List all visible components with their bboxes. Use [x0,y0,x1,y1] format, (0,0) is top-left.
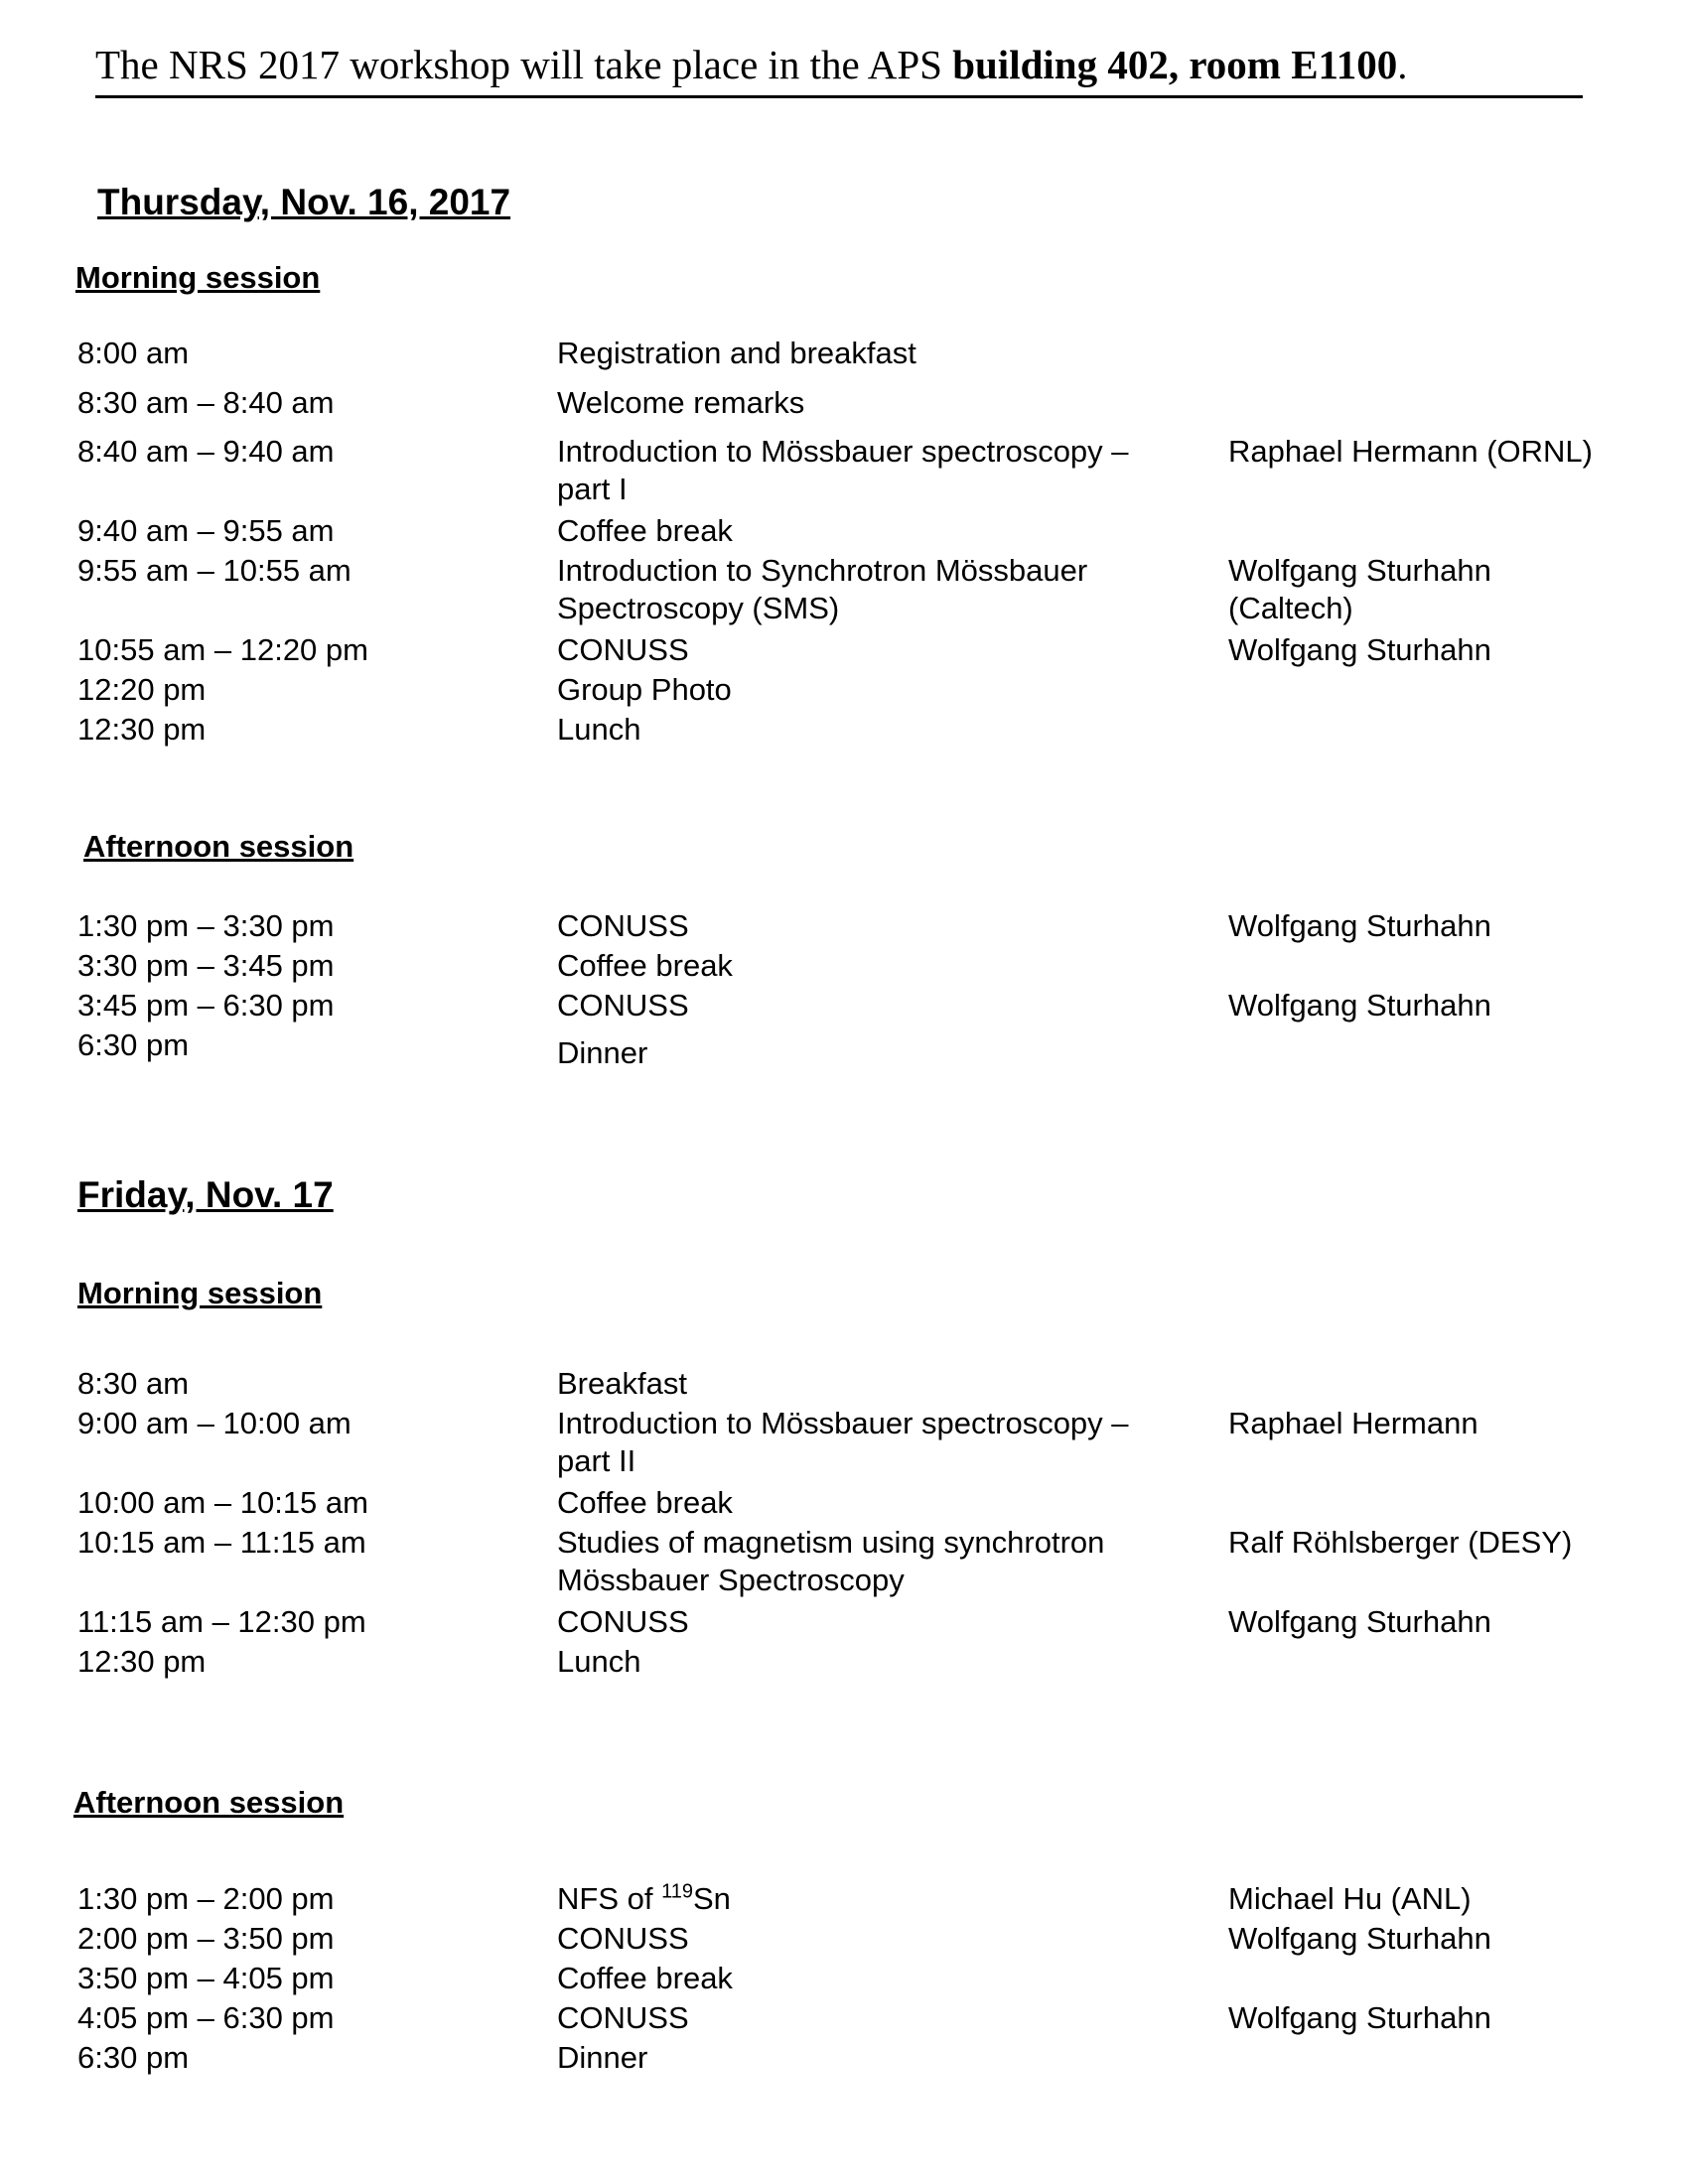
row-topic: Coffee break [557,1485,733,1520]
row-topic: NFS of $^{119}$Sn [557,1880,731,1916]
row-time: 4:05 pm – 6:30 pm [77,2000,335,2035]
row-topic: Introduction to Mössbauer spectroscopy – part I [557,434,1129,506]
row-topic: Dinner [557,2040,648,2075]
row-speaker: Wolfgang Sturhahn (Caltech) [1228,553,1491,625]
row-time: 10:55 am – 12:20 pm [77,632,368,667]
venue-location: building 402, room E1100 [952,42,1398,87]
row-topic: Lunch [557,712,641,747]
row-topic: Welcome remarks [557,385,805,420]
row-time: 12:20 pm [77,672,207,707]
row-topic: Coffee break [557,948,733,983]
row-topic: Introduction to Synchrotron Mössbauer Spectroscopy (SMS) [557,553,1088,625]
row-topic: CONUSS [557,1604,689,1639]
row-time: 3:30 pm – 3:45 pm [77,948,335,983]
row-speaker: Raphael Hermann (ORNL) [1228,434,1593,469]
row-time: 3:50 pm – 4:05 pm [77,1961,335,1995]
row-speaker: Wolfgang Sturhahn [1228,632,1491,667]
day-title-thursday: Thursday, Nov. 16, 2017 [97,182,511,222]
row-time: 10:00 am – 10:15 am [77,1485,368,1520]
session-title-thursday-afternoon: Afternoon session [83,829,354,864]
row-speaker: Raphael Hermann [1228,1406,1478,1440]
row-time: 6:30 pm [77,2040,190,2075]
row-topic: Registration and breakfast [557,336,916,370]
row-topic: Introduction to Mössbauer spectroscopy – part II [557,1406,1129,1478]
row-topic: Coffee break [557,513,733,548]
row-time: 8:00 am [77,336,190,370]
row-time: 3:45 pm – 6:30 pm [77,988,335,1023]
row-time: 9:00 am – 10:00 am [77,1406,352,1440]
day-title-friday: Friday, Nov. 17 [77,1174,334,1215]
row-speaker: Ralf Röhlsberger (DESY) [1228,1525,1573,1560]
row-topic: Coffee break [557,1961,733,1995]
row-time: 1:30 pm – 2:00 pm [77,1881,335,1916]
row-time: 6:30 pm [77,1027,190,1062]
row-topic: Lunch [557,1644,641,1679]
row-time: 2:00 pm – 3:50 pm [77,1921,335,1956]
row-topic: CONUSS [557,2000,689,2035]
row-topic: Studies of magnetism using synchrotron Mössbauer Spectroscopy [557,1525,1105,1597]
row-topic: Breakfast [557,1366,687,1401]
row-topic: Group Photo [557,672,732,707]
row-time: 8:40 am – 9:40 am [77,434,335,469]
row-speaker: Wolfgang Sturhahn [1228,2000,1491,2035]
row-speaker: Wolfgang Sturhahn [1228,1921,1491,1956]
row-topic: Dinner [557,1035,648,1070]
row-time: 9:55 am – 10:55 am [77,553,352,588]
row-time: 12:30 pm [77,1644,207,1679]
venue-header-prefix: The NRS 2017 workshop will take place in the APS [95,42,953,87]
session-title-thursday-morning: Morning session [75,260,321,295]
row-topic: CONUSS [557,632,689,667]
row-speaker: Wolfgang Sturhahn [1228,908,1491,943]
session-title-friday-afternoon: Afternoon session [73,1785,345,1820]
row-time: 10:15 am – 11:15 am [77,1525,366,1560]
session-title-friday-morning: Morning session [77,1276,323,1310]
venue-header [95,36,1583,98]
row-speaker: Wolfgang Sturhahn [1228,1604,1491,1639]
venue-header-suffix: . [1397,42,1408,87]
row-topic: CONUSS [557,1921,689,1956]
row-time: 9:40 am – 9:55 am [77,513,335,548]
row-speaker: Michael Hu (ANL) [1228,1881,1472,1916]
row-topic: CONUSS [557,908,689,943]
row-time: 11:15 am – 12:30 pm [77,1604,366,1639]
row-speaker: Wolfgang Sturhahn [1228,988,1491,1023]
row-topic: CONUSS [557,988,689,1023]
row-time: 8:30 am – 8:40 am [77,385,335,420]
row-time: 12:30 pm [77,712,207,747]
row-time: 8:30 am [77,1366,190,1401]
row-time: 1:30 pm – 3:30 pm [77,908,335,943]
